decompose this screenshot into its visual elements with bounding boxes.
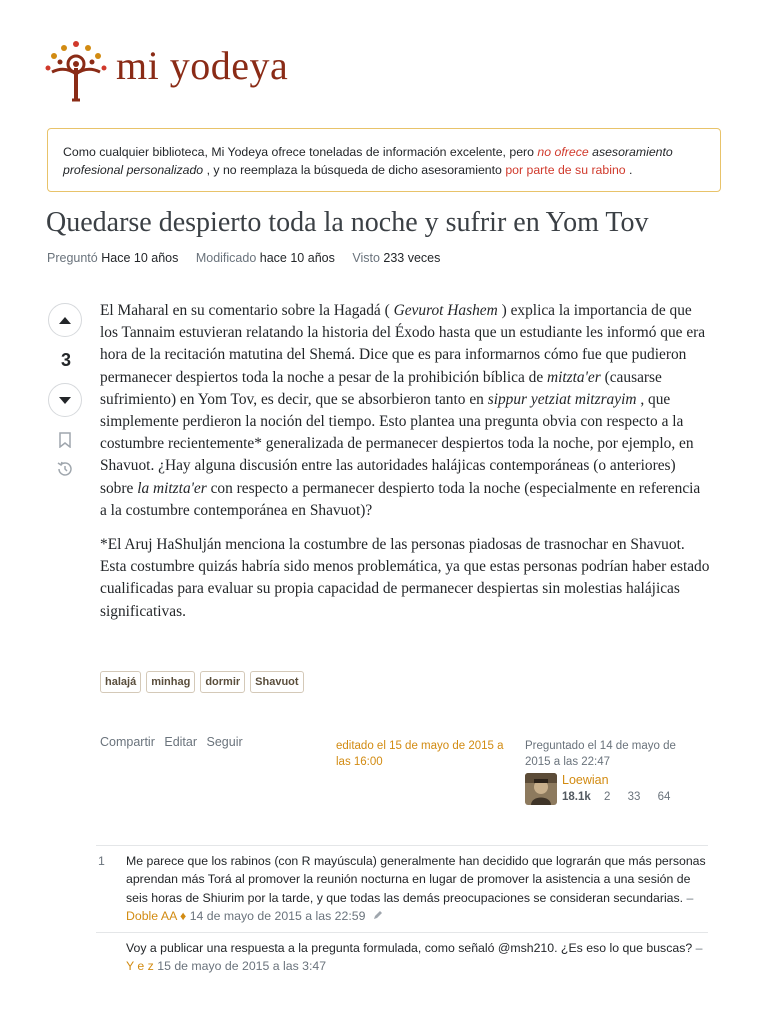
tag-minhag[interactable]: minhag — [146, 671, 195, 693]
avatar[interactable] — [525, 773, 557, 805]
edit-link[interactable]: Editar — [164, 735, 198, 749]
tag-halaja[interactable]: halajá — [100, 671, 141, 693]
body-paragraph: El Maharal en su comentario sobre la Hagadá ( Gevurot Hashem ) explica la importancia de que los Tannaim estuvieran relatando la historia del Éxodo hasta que un estudiante les informó que era hora de la recitación matutina del Shemá. Dice que es para informarnos cómo fue que pudieron permanecer despiertos toda la noche a pesar de la prohibición bíblica de mitzta'er (causarse sufrimiento) en Yom Tov, es decir, que se absorbieron tanto en sippur yetziat mitzrayim , que simplemente perdieron la noción del tiempo. Esto plantea una pregunta obvia con respecto a la costumbre recientemente* generalizada de permanecer despiertos toda la noche, por ejemplo, en Shavuot. ¿Hay alguna discusión entre las autoridades halájicas contemporáneas (o anteriores) sobre la mitzta'er con respecto a permanecer despierto toda la noche (especialmente en referencia a la costumbre contemporánea en Shavuot)? — [100, 302, 706, 519]
body-paragraph: *El Aruj HaShulján menciona la costumbre de las personas piadosas de trasnochar en Shavuot. Esta costumbre quizás habría sido menos problemática, ya que estas personas podrían haber estado cualificadas para evaluar su propia capacidad de permanecer despiertas sin molestias halájicas significativas. — [100, 536, 710, 620]
tag-dormir[interactable]: dormir — [200, 671, 245, 693]
comment — [96, 932, 708, 983]
comment — [96, 845, 708, 932]
bronze-badges: 64 — [657, 791, 671, 803]
asked-value: Hace 10 años — [101, 251, 179, 265]
user-name-link[interactable]: Loewian — [562, 773, 609, 787]
bookmark-icon — [58, 432, 72, 448]
asked-date: Preguntado el 14 de mayo de 2015 a las 22:47 — [525, 740, 676, 768]
edited-link[interactable]: editado el 15 de mayo de 2015 a las 16:00 — [336, 740, 504, 768]
comment-date[interactable]: 15 de mayo de 2015 a las 3:47 — [153, 959, 327, 974]
viewed-label: Visto — [352, 251, 380, 265]
user-stats — [562, 791, 684, 803]
comment-body: Voy a publicar una respuesta a la pregunta formulada, como señaló @msh210. ¿Es eso lo que buscas? – Y e z 15 de mayo de 2015 a las 3:47 — [126, 941, 703, 974]
comment-body: Me parece que los rabinos (con R mayúscula) generalmente han decidido que lograrán que más personas aprendan más Torá al promover la reunión nocturna en lugar de promover la asistencia a una sesión de seis horas de Shiurim por la tarde, y que todas las demás preocupaciones se consideran secundarias. – Doble AA ♦ 14 de mayo de 2015 a las 22:59 — [126, 854, 706, 923]
viewed-value: 233 veces — [383, 251, 441, 265]
share-link[interactable]: Compartir — [100, 735, 155, 749]
comment-score: 1 — [98, 854, 105, 868]
notice-rabbi-link[interactable]: por parte de su rabino — [505, 163, 626, 177]
arrow-up-icon — [58, 316, 72, 325]
comment-user-link[interactable]: Y e z — [126, 959, 154, 974]
asked-label: Preguntó — [47, 251, 98, 265]
question-title[interactable]: Quedarse despierto toda la noche y sufrir en Yom Tov — [46, 207, 649, 238]
arrow-down-icon — [58, 396, 72, 405]
post-menu — [100, 735, 249, 749]
upvote-button[interactable] — [48, 303, 82, 337]
moderator-diamond-icon: ♦ — [176, 908, 187, 923]
gold-badges: 2 — [603, 791, 611, 803]
comment-date[interactable]: 14 de mayo de 2015 a las 22:59 — [186, 908, 366, 923]
question-body — [100, 300, 710, 635]
modified-label: Modificado — [195, 251, 257, 265]
notice-red-em: no ofrece — [537, 145, 589, 159]
site-logo[interactable] — [42, 38, 342, 102]
user-avatar-icon — [525, 773, 557, 805]
comment-list — [96, 845, 708, 983]
downvote-button[interactable] — [48, 383, 82, 417]
vote-count: 3 — [60, 350, 71, 370]
user-reputation: 18.1k — [562, 791, 591, 803]
tag-shavuot[interactable]: Shavuot — [250, 671, 303, 693]
pencil-icon — [372, 909, 384, 921]
notice-banner: Como cualquier biblioteca, Mi Yodeya ofrece toneladas de información excelente, pero no ofrece asesoramiento profesional personalizado , y no reemplaza la búsqueda de dicho asesoramiento por parte de su rabino . — [47, 128, 721, 192]
comment-user-link[interactable]: Doble AA — [126, 908, 177, 923]
question-meta — [47, 251, 454, 265]
tree-logo-icon — [42, 38, 110, 102]
tag-list — [100, 671, 304, 693]
history-icon — [56, 460, 74, 478]
bookmark-button[interactable] — [58, 432, 72, 453]
site-name: mi yodeya — [116, 43, 289, 88]
silver-badges: 33 — [627, 791, 641, 803]
comment-score — [96, 939, 126, 976]
follow-link[interactable]: Seguir — [206, 735, 243, 749]
history-button[interactable] — [56, 460, 74, 483]
modified-value[interactable]: hace 10 años — [259, 251, 335, 265]
